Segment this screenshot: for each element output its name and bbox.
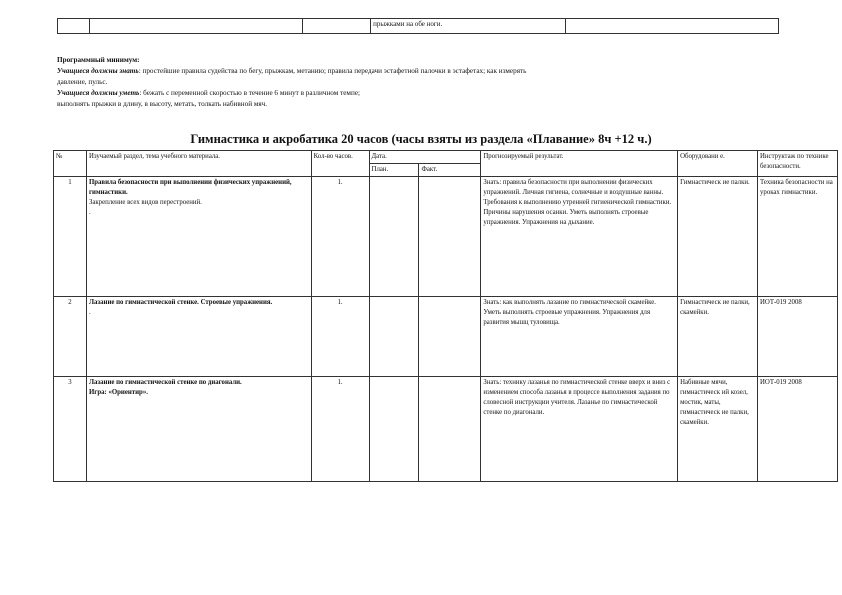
row-plan [369, 297, 419, 377]
header-equipment: Оборудовани е. [678, 151, 758, 177]
row-hours: 1. [311, 177, 369, 297]
row-topic-normal: Игра: «Ориентир». [88, 389, 148, 396]
row-equipment: Гимнастическ ие палки. [678, 177, 758, 297]
row-topic-bold: Лазание по гимнастической стенке по диагонали. [88, 379, 242, 386]
can-label: Учащиеся должны уметь [57, 89, 140, 97]
row-topic-extra: . [88, 209, 91, 216]
row-result: Знать: технику лазанья по гимнастической стенке вверх и вниз с изменением способа лазанья в процессе выполнения задания по словесной инструкции учителя. Лазанье по гимнастической стенке по диагонали. [481, 377, 678, 482]
section-heading: Гимнастика и акробатика 20 часов (часы взяты из раздела «Плавание» 8ч +12 ч.) [190, 132, 652, 146]
can-text: : бежать с переменной скоростью в течение 6 минут в различном темпе; [139, 89, 361, 97]
header-date: Дата. [369, 151, 481, 164]
row-topic-bold: Лазание по гимнастической стенке. Строевые упражнения. [88, 299, 273, 306]
table-row [54, 177, 838, 297]
row-instructions: Техника безопасности на уроках гимнастики. [758, 177, 838, 297]
row-topic-extra: . [88, 309, 91, 316]
header-result: Прогнозируемый результат. [481, 151, 678, 177]
row-fact [419, 177, 481, 297]
table-cell [58, 19, 90, 34]
row-result: Знать: как выполнять лазание по гимнастической скамейке. Уметь выполнять строевые упражнения. Упражнения для развития мышц туловища. [481, 297, 678, 377]
row-fact [419, 377, 481, 482]
table-cell [303, 19, 371, 34]
row-hours: 1. [311, 297, 369, 377]
row-num: 2 [54, 297, 87, 377]
row-result: Знать: правила безопасности при выполнении физических упражнений. Личная гигиена, солнечные и воздушные ванны. Требования к выполнению утренней гигиенической гимнастики. Причины нарушения осанки. Уметь выполнять строевые упражнения. Упражнения на дыхание. [481, 177, 678, 297]
row-topic [86, 377, 311, 482]
can-text-cont: выполнять прыжки в длину, в высоту, метать, толкать набивной мяч. [57, 100, 268, 108]
row-topic-normal: Закрепление всех видов перестроений. [88, 199, 202, 206]
row-topic-bold: Правила безопасности при выполнении физических упражнений, гимнастики. [88, 179, 292, 196]
header-hours: Кол-во часов. [311, 151, 369, 177]
table-cell: прыжками на обе ноги. [371, 19, 566, 34]
know-text: : простейшие правила судейства по бегу, прыжкам, метанию; правила передачи эстафетной палочки в эстафетах; как измерять [138, 67, 527, 75]
row-plan [369, 177, 419, 297]
row-hours: 1. [311, 377, 369, 482]
table-cell [565, 19, 778, 34]
know-label: Учащиеся должны знать [57, 67, 139, 75]
lesson-plan-table [53, 150, 838, 482]
program-title: Программный минимум: [57, 56, 140, 64]
row-num: 3 [54, 377, 87, 482]
header-fact: Факт. [419, 164, 481, 177]
row-num: 1 [54, 177, 87, 297]
table-row [54, 297, 838, 377]
previous-table-fragment [57, 18, 779, 34]
table-row [54, 377, 838, 482]
row-fact [419, 297, 481, 377]
know-text-cont: давление, пульс. [57, 78, 108, 86]
row-instructions: ИОТ-019 2008 [758, 297, 838, 377]
row-topic [86, 297, 311, 377]
row-equipment: Набивные мячи, гимнастическ ий козел, мостик, маты, гимнастическ ие палки, скамейки. [678, 377, 758, 482]
row-instructions: ИОТ-019 2008 [758, 377, 838, 482]
header-plan: План. [369, 164, 419, 177]
row-equipment: Гимнастическ ие палки, скамейки. [678, 297, 758, 377]
header-num: № [54, 151, 87, 177]
row-topic [86, 177, 311, 297]
header-row [54, 151, 838, 164]
header-topic: Изучаемый раздел, тема учебного материала. [86, 151, 311, 177]
table-cell [90, 19, 303, 34]
program-minimum [57, 55, 797, 110]
header-instructions: Инструктаж по технике безопасности. [758, 151, 838, 177]
row-plan [369, 377, 419, 482]
